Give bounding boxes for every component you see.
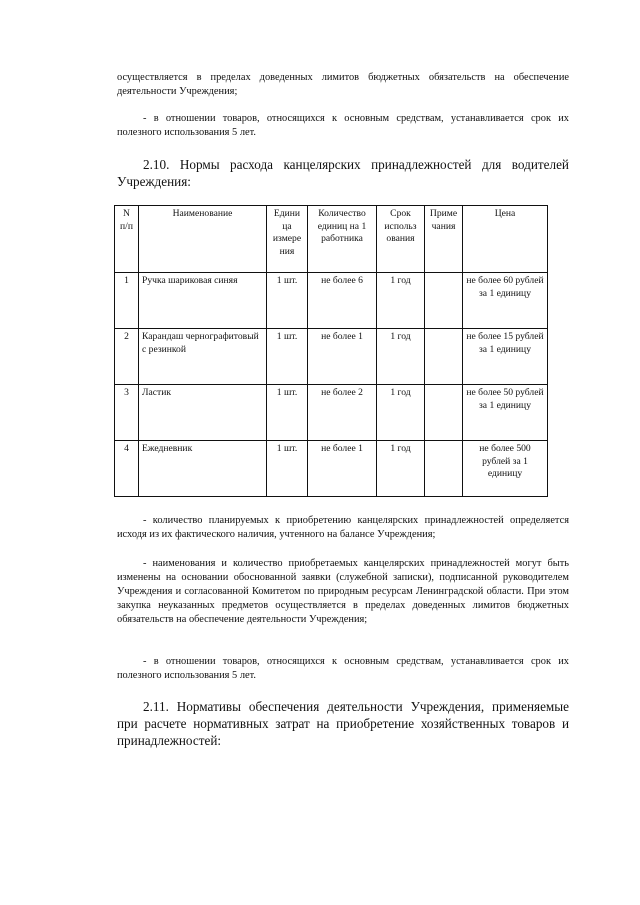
table-row (115, 329, 548, 385)
paragraph-bottom-1: - количество планируемых к приобретению канцелярских принадлежностей определяется исходя из их фактического наличия, учтенного на балансе Учреждения; (117, 515, 569, 540)
table-header-row (115, 206, 548, 273)
header-number: N п/п (115, 206, 139, 273)
cell-number: 3 (115, 385, 139, 441)
paragraph-bottom-2: - наименования и количество приобретаемых канцелярских принадлежностей могут быть изменены на основании обоснованной заявки (служебной записки), подписанной руководителем Учреждения и согласованной Комитетом по природным ресурсам Ленинградской области. При этом закупка неуказанных предметов осуществляется в пределах доведенных лимитов бюджетных обязательств на обеспечение деятельности Учреждения; (117, 558, 569, 625)
header-term: Срок использ ования (377, 206, 425, 273)
header-notes: Приме чания (425, 206, 463, 273)
cell-unit: 1 шт. (267, 273, 308, 329)
cell-price: не более 50 рублей за 1 единицу (463, 385, 548, 441)
cell-quantity: не более 2 (308, 385, 377, 441)
cell-quantity: не более 1 (308, 329, 377, 385)
cell-number: 4 (115, 441, 139, 497)
cell-notes (425, 441, 463, 497)
cell-unit: 1 шт. (267, 385, 308, 441)
paragraph-top-1: осуществляется в пределах доведенных лимитов бюджетных обязательств на обеспечение деятельности Учреждения; (117, 72, 569, 97)
cell-number: 1 (115, 273, 139, 329)
cell-name: Ластик (139, 385, 267, 441)
cell-term: 1 год (377, 329, 425, 385)
cell-number: 2 (115, 329, 139, 385)
cell-unit: 1 шт. (267, 329, 308, 385)
table-row (115, 273, 548, 329)
cell-term: 1 год (377, 441, 425, 497)
header-name: Наименование (139, 206, 267, 273)
section-heading-2-11: 2.11. Нормативы обеспечения деятельности Учреждения, применяемые при расчете нормативных затрат на приобретение хозяйственных товаров и принадлежностей: (117, 699, 569, 748)
stationery-norms-table (114, 205, 548, 497)
cell-term: 1 год (377, 385, 425, 441)
cell-term: 1 год (377, 273, 425, 329)
paragraph-top-2: - в отношении товаров, относящихся к основным средствам, устанавливается срок их полезного использования 5 лет. (117, 113, 569, 138)
table-row (115, 385, 548, 441)
section-heading-2-10: 2.10. Нормы расхода канцелярских принадлежностей для водителей Учреждения: (117, 157, 569, 189)
cell-quantity: не более 1 (308, 441, 377, 497)
cell-name: Ежедневник (139, 441, 267, 497)
cell-name: Карандаш чернографитовый с резинкой (139, 329, 267, 385)
cell-price: не более 15 рублей за 1 единицу (463, 329, 548, 385)
header-price: Цена (463, 206, 548, 273)
cell-price: не более 500 рублей за 1 единицу (463, 441, 548, 497)
cell-quantity: не более 6 (308, 273, 377, 329)
cell-notes (425, 273, 463, 329)
header-unit: Едини ца измере ния (267, 206, 308, 273)
header-quantity: Количество единиц на 1 работника (308, 206, 377, 273)
cell-unit: 1 шт. (267, 441, 308, 497)
cell-notes (425, 329, 463, 385)
cell-price: не более 60 рублей за 1 единицу (463, 273, 548, 329)
paragraph-bottom-3: - в отношении товаров, относящихся к основным средствам, устанавливается срок их полезного использования 5 лет. (117, 656, 569, 681)
cell-name: Ручка шариковая синяя (139, 273, 267, 329)
cell-notes (425, 385, 463, 441)
table-row (115, 441, 548, 497)
